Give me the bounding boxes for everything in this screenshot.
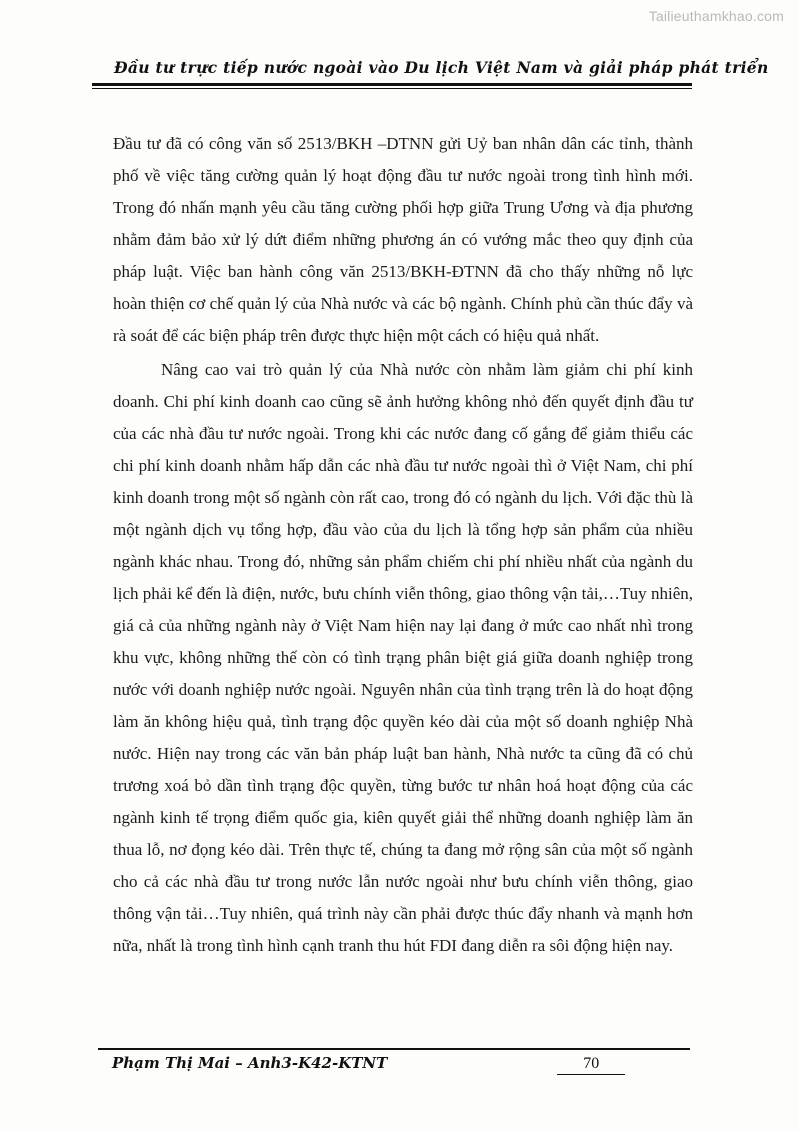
footer-rule — [98, 1048, 690, 1050]
watermark-text: Tailieuthamkhao.com — [648, 8, 784, 24]
page-header — [92, 58, 769, 89]
page-number: 70 — [557, 1055, 625, 1075]
document-body — [113, 128, 693, 964]
footer-author: Phạm Thị Mai – Anh3-K42-KTNT — [112, 1054, 388, 1072]
page-footer — [98, 1048, 690, 1075]
paragraph-2: Nâng cao vai trò quản lý của Nhà nước còn nhằm làm giảm chi phí kinh doanh. Chi phí kinh doanh cao cũng sẽ ảnh hưởng không nhỏ đến quyết định đầu tư của các nhà đầu tư nước ngoài. Trong khi các nước đang cố gắng để giảm thiểu các chi phí kinh doanh nhằm hấp dẫn các nhà đầu tư nước ngoài thì ở Việt Nam, chi phí kinh doanh trong một số ngành còn rất cao, trong đó có ngành du lịch. Với đặc thù là một ngành dịch vụ tổng hợp, đầu vào của du lịch là tổng hợp sản phẩm của nhiều ngành khác nhau. Trong đó, những sản phẩm chiếm chi phí nhiều nhất của ngành du lịch phải kể đến là điện, nước, bưu chính viễn thông, giao thông vận tải,…Tuy nhiên, giá cả của những ngành này ở Việt Nam hiện nay lại đang ở mức cao nhất nhì trong khu vực, không những thế còn có tình trạng phân biệt giá giữa doanh nghiệp trong nước với doanh nghiệp nước ngoài. Nguyên nhân của tình trạng trên là do hoạt động làm ăn không hiệu quả, tình trạng độc quyền kéo dài của một số doanh nghiệp Nhà nước. Hiện nay trong các văn bản pháp luật ban hành, Nhà nước ta cũng đã có chủ trương xoá bỏ dần tình trạng độc quyền, từng bước tư nhân hoá hoạt động của các ngành kinh tế trọng điểm quốc gia, kiên quyết giải thể những doanh nghiệp làm ăn thua lỗ, nơ đọng kéo dài. Trên thực tế, chúng ta đang mở rộng sân của một số ngành cho cả các nhà đầu tư trong nước lẫn nước ngoài như bưu chính viễn thông, giao thông vận tải…Tuy nhiên, quá trình này cần phải được thúc đẩy nhanh và mạnh hơn nữa, nhất là trong tình hình cạnh tranh thu hút FDI đang diễn ra sôi động hiện nay. — [113, 360, 693, 955]
footer-row — [98, 1054, 690, 1075]
header-rule-thin — [92, 88, 692, 89]
header-title: Đầu tư trực tiếp nước ngoài vào Du lịch Việt Nam và giải pháp phát triển — [114, 58, 769, 77]
header-rule-thick — [92, 83, 692, 86]
paragraph-1: Đầu tư đã có công văn số 2513/BKH –DTNN gửi Uỷ ban nhân dân các tỉnh, thành phố về việc tăng cường quản lý hoạt động đầu tư nước ngoài trong tình hình mới. Trong đó nhấn mạnh yêu cầu tăng cường phối hợp giữa Trung Ương và địa phương nhằm đảm bảo xử lý dứt điểm những phương án có vướng mắc theo quy định của pháp luật. Việc ban hành công văn 2513/BKH-ĐTNN đã cho thấy những nỗ lực hoàn thiện cơ chế quản lý của Nhà nước và các bộ ngành. Chính phủ cần thúc đẩy và rà soát để các biện pháp trên được thực hiện một cách có hiệu quả nhất. — [113, 134, 693, 345]
